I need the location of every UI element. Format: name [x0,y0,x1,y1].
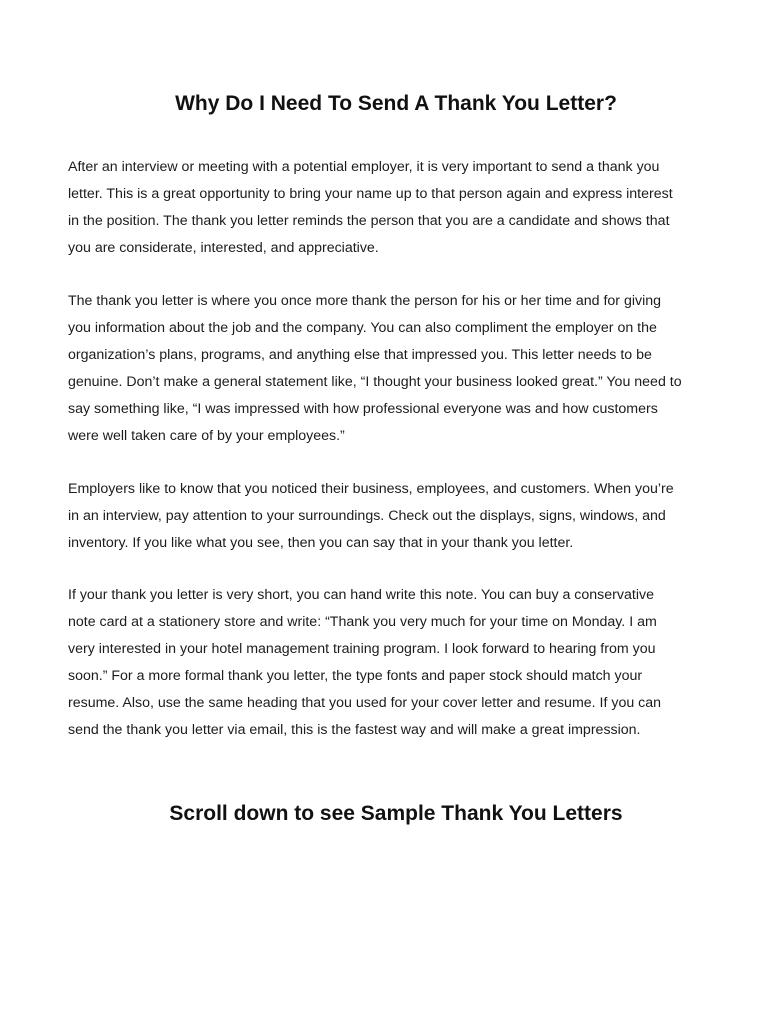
paragraph-short-letter [68,582,728,744]
paragraph-line: very interested in your hotel management training program. I look forward to hearing from you [68,641,656,657]
paragraph-employers-notice [68,476,728,557]
paragraph-line: in the position. The thank you letter reminds the person that you are a candidate and shows that [68,213,670,229]
paragraph-why-send [68,154,728,262]
page-title: Why Do I Need To Send A Thank You Letter? [175,92,617,115]
paragraph-line: in an interview, pay attention to your surroundings. Check out the displays, signs, windows, and [68,508,666,524]
paragraph-line: After an interview or meeting with a potential employer, it is very important to send a thank you [68,159,660,175]
paragraph-line: soon.” For a more formal thank you letter, the type fonts and paper stock should match your [68,668,643,684]
paragraph-line: resume. Also, use the same heading that you used for your cover letter and resume. If you can [68,695,662,711]
paragraph-line: you information about the job and the company. You can also compliment the employer on the [68,320,657,336]
paragraph-thank-again [68,288,728,450]
paragraph-line: Employers like to know that you noticed their business, employees, and customers. When you’re [68,481,674,497]
paragraph-line: inventory. If you like what you see, then you can say that in your thank you letter. [68,535,574,551]
paragraph-line: send the thank you letter via email, this is the fastest way and will make a great impression. [68,722,641,738]
paragraph-line: If your thank you letter is very short, you can hand write this note. You can buy a conservative [68,587,654,603]
paragraph-line: organization’s plans, programs, and anything else that impressed you. This letter needs to be [68,347,652,363]
paragraph-line: were well taken care of by your employees.” [68,428,345,444]
paragraph-line: genuine. Don’t make a general statement like, “I thought your business looked great.” You need to [68,374,682,390]
paragraph-line: say something like, “I was impressed with how professional everyone was and how customers [68,401,658,417]
paragraph-line: letter. This is a great opportunity to bring your name up to that person again and express interest [68,186,673,202]
scroll-down-heading: Scroll down to see Sample Thank You Letters [169,802,623,825]
paragraph-line: The thank you letter is where you once more thank the person for his or her time and for giving [68,293,662,309]
paragraph-line: you are considerate, interested, and appreciative. [68,240,379,256]
paragraph-line: note card at a stationery store and write: “Thank you very much for your time on Monday. I am [68,614,657,630]
